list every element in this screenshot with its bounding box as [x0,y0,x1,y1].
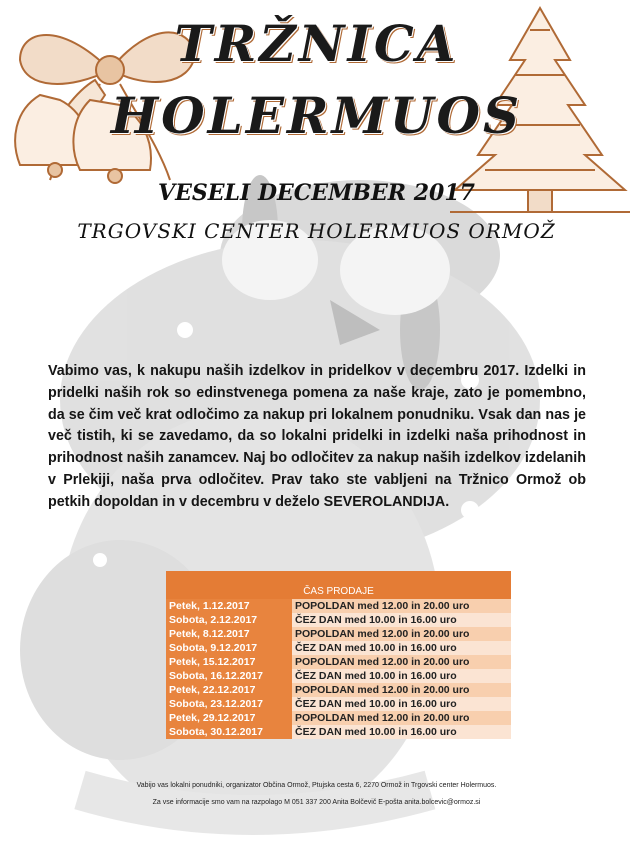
schedule-row [166,711,511,725]
title-line-2: HOLERMUOS [110,86,523,145]
schedule-row [166,655,511,669]
schedule-header-row [166,571,511,599]
schedule-day: Petek, 8.12.2017 [166,627,292,641]
sales-schedule-table [166,571,511,739]
schedule-time: ČEZ DAN med 10.00 in 16.00 uro [292,613,511,627]
title-line-1: TRŽNICA [174,14,459,73]
schedule-time: ČEZ DAN med 10.00 in 16.00 uro [292,669,511,683]
schedule-row [166,669,511,683]
schedule-day: Petek, 1.12.2017 [166,599,292,613]
schedule-day: Sobota, 30.12.2017 [166,725,292,739]
schedule-time: POPOLDAN med 12.00 in 20.00 uro [292,683,511,697]
schedule-row [166,697,511,711]
invitation-paragraph: Vabimo vas, k nakupu naših izdelkov in pridelkov v decembru 2017. Izdelki in pridelki naših rok so edinstvenega pomena za naše kraje, zato je pomembno, da se čim več krat odločimo za nakup pri lokalnem ponudniku. Vsak dan nas je več tistih, ki se zavedamo, da so lokalni pridelki in izdelki naša prihodnost in prihodnost naših zanamcev. Naj bo odločitev za nakup naših izdelkov izdelanih v Prlekiji, naša prva odločitev. Prav tako ste vabljeni na Tržnico Ormož ob petkih dopoldan in v decembru v deželo SEVEROLANDIJA. [48,363,586,510]
footer-contact: Za vse informacije smo vam na razpolago M 051 337 200 Anita Bolčevič E-pošta anita.bolcevic@ormoz.si [152,799,481,806]
schedule-time: POPOLDAN med 12.00 in 20.00 uro [292,627,511,641]
schedule-time: POPOLDAN med 12.00 in 20.00 uro [292,599,511,613]
schedule-day: Sobota, 16.12.2017 [166,669,292,683]
schedule-day: Petek, 22.12.2017 [166,683,292,697]
schedule-row [166,683,511,697]
schedule-time: POPOLDAN med 12.00 in 20.00 uro [292,711,511,725]
schedule-time: ČEZ DAN med 10.00 in 16.00 uro [292,697,511,711]
schedule-row [166,613,511,627]
schedule-row [166,725,511,739]
schedule-time: POPOLDAN med 12.00 in 20.00 uro [292,655,511,669]
subtitle-location: TRGOVSKI CENTER HOLERMUOS ORMOŽ [77,219,556,243]
schedule-day: Sobota, 2.12.2017 [166,613,292,627]
schedule-day: Petek, 29.12.2017 [166,711,292,725]
schedule-header: ČAS PRODAJE [166,571,511,599]
subtitle-event: VESELI DECEMBER 2017 [158,180,475,206]
schedule-row [166,627,511,641]
footer-organizer: Vabijo vas lokalni ponudniki, organizator Občina Ormož, Ptujska cesta 6, 2270 Ormož in Trgovski center Holermuos. [136,782,497,789]
schedule-day: Sobota, 9.12.2017 [166,641,292,655]
schedule-day: Petek, 15.12.2017 [166,655,292,669]
schedule-time: ČEZ DAN med 10.00 in 16.00 uro [292,725,511,739]
schedule-row [166,599,511,613]
schedule-time: ČEZ DAN med 10.00 in 16.00 uro [292,641,511,655]
schedule-row [166,641,511,655]
schedule-day: Sobota, 23.12.2017 [166,697,292,711]
